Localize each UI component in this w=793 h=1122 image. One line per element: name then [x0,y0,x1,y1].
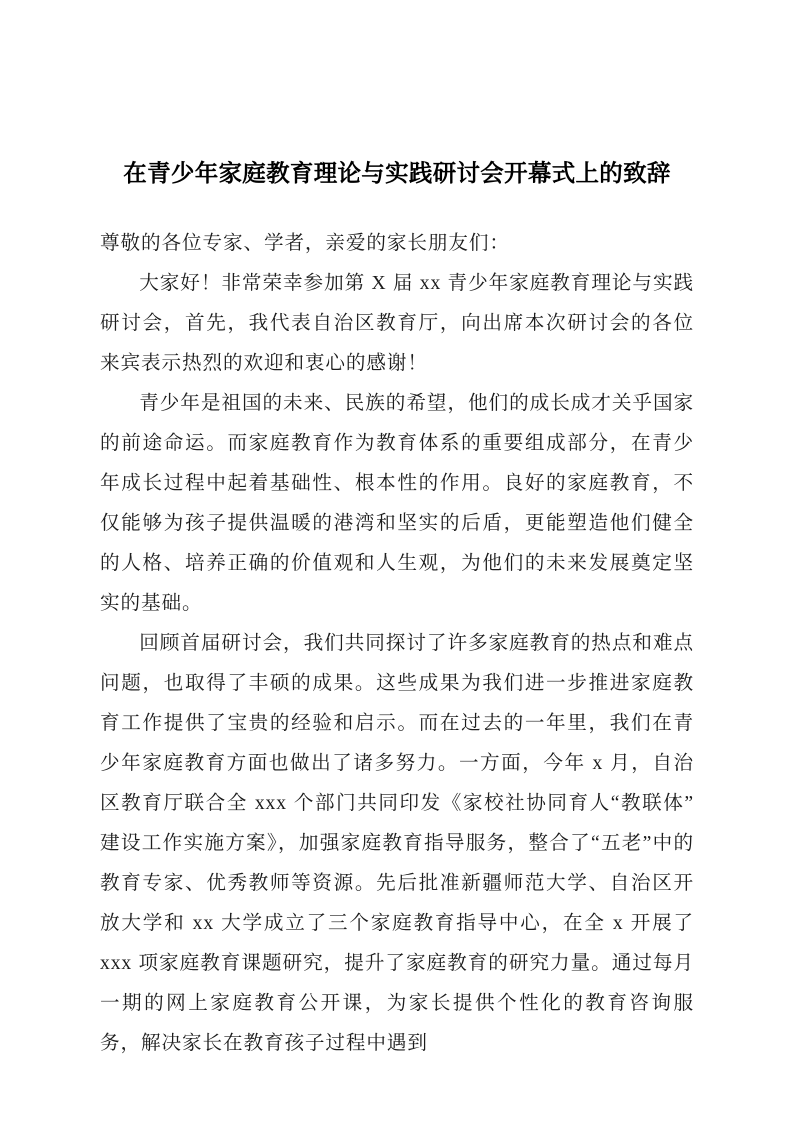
paragraph-review-of-past-work: 回顾首届研讨会，我们共同探讨了许多家庭教育的热点和难点问题，也取得了丰硕的成果。这些成果为我们进一步推进家庭教育工作提供了宝贵的经验和启示。而在过去的一年里，我们在青少年家庭教育方面也做出了诸多努力。一方面，今年 x 月，自治区教育厅联合全 xxx 个部门共同印发《家校社协同育人“教联体”建设工作实施方案》，加强家庭教育指导服务，整合了“五老”中的教育专家、优秀教师等资源。先后批准新疆师范大学、自治区开放大学和 xx 大学成立了三个家庭教育指导中心，在全 x 开展了 xxx 项家庭教育课题研究，提升了家庭教育的研究力量。通过每月一期的网上家庭教育公开课，为家长提供个性化的教育咨询服务，解决家长在教育孩子过程中遇到 [100,633,694,1054]
paragraph-importance-of-family-education: 青少年是祖国的未来、民族的希望，他们的成长成才关乎国家的前途命运。而家庭教育作为教育体系的重要组成部分，在青少年成长过程中起着基础性、根本性的作用。良好的家庭教育，不仅能够为孩子提供温暖的港湾和坚实的后盾，更能塑造他们健全的人格、培养正确的价值观和人生观，为他们的未来发展奠定坚实的基础。 [100,393,694,614]
page-title: 在青少年家庭教育理论与实践研讨会开幕式上的致辞 [123,160,671,186]
paragraph-greeting: 大家好！非常荣幸参加第 X 届 xx 青少年家庭教育理论与实践研讨会，首先，我代表自治区教育厅，向出席本次研讨会的各位来宾表示热烈的欢迎和衷心的感谢！ [100,273,694,374]
paragraph-salutation: 尊敬的各位专家、学者，亲爱的家长朋友们： [100,233,510,254]
paragraph-container [100,224,694,1064]
